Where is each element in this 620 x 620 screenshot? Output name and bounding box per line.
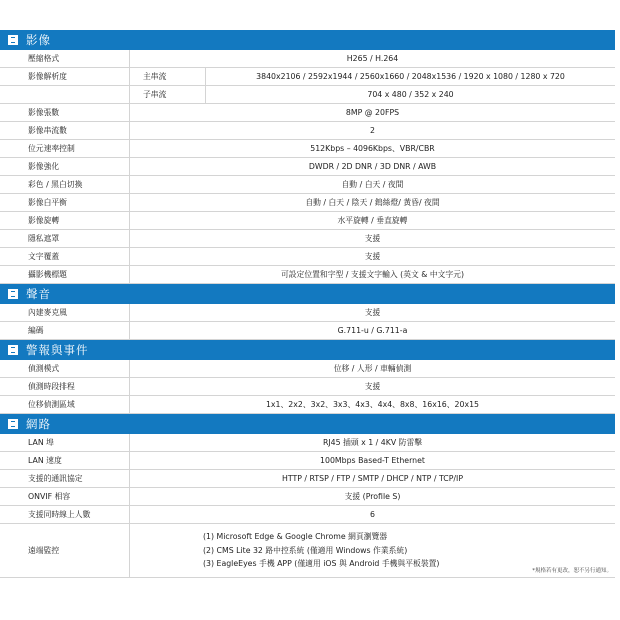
spec-row-motion-area bbox=[0, 396, 615, 414]
spec-row-lan-port bbox=[0, 434, 615, 452]
spec-label: LAN 埠 bbox=[28, 438, 54, 447]
spec-label: 影像旋轉 bbox=[28, 216, 60, 225]
spec-label: 編碼 bbox=[28, 326, 44, 335]
section-title-alarm: 警報與事件 bbox=[26, 343, 89, 357]
section-marker-icon bbox=[8, 289, 18, 299]
spec-label: 內建麥克風 bbox=[28, 308, 67, 317]
spec-value: 704 x 480 / 352 x 240 bbox=[367, 90, 454, 99]
spec-row-enhancement bbox=[0, 158, 615, 176]
spec-label: 隱私遮罩 bbox=[28, 234, 60, 243]
section-title-video: 影像 bbox=[26, 33, 51, 47]
spec-row-audio-codec bbox=[0, 322, 615, 340]
spec-label: 影像串流數 bbox=[28, 126, 67, 135]
spec-label: 影像強化 bbox=[28, 162, 60, 171]
spec-value: 水平旋轉 / 垂直旋轉 bbox=[129, 212, 615, 229]
spec-label: 攝影機標題 bbox=[28, 270, 67, 279]
spec-label: 遠端監控 bbox=[28, 546, 60, 555]
spec-value: 8MP @ 20FPS bbox=[129, 104, 615, 121]
spec-value: 支援 (Profile S) bbox=[129, 488, 615, 505]
spec-row-bitrate bbox=[0, 140, 615, 158]
spec-row-rotation bbox=[0, 212, 615, 230]
spec-label: 文字覆蓋 bbox=[28, 252, 60, 261]
spec-row-onvif bbox=[0, 488, 615, 506]
section-header-alarm bbox=[0, 340, 615, 360]
spec-label: 支援同時線上人數 bbox=[28, 510, 91, 519]
spec-value: 100Mbps Based-T Ethernet bbox=[129, 452, 615, 469]
remote-line: (3) EagleEyes 手機 APP (僅適用 iOS 與 Android 手機與平板裝置) bbox=[203, 559, 440, 569]
spec-row-detection-mode bbox=[0, 360, 615, 378]
section-title-network: 網路 bbox=[26, 417, 51, 431]
spec-row-lan-speed bbox=[0, 452, 615, 470]
spec-row-resolution-sub bbox=[0, 86, 615, 104]
section-header-video bbox=[0, 30, 615, 50]
spec-label: 支援的通訊協定 bbox=[28, 474, 83, 483]
spec-label: 彩色 / 黑白切換 bbox=[28, 180, 83, 189]
section-header-network bbox=[0, 414, 615, 434]
spec-row-privacy-mask bbox=[0, 230, 615, 248]
spec-value: 支援 bbox=[129, 248, 615, 265]
spec-row-camera-title bbox=[0, 266, 615, 284]
section-marker-icon bbox=[8, 419, 18, 429]
spec-value: 自動 / 白天 / 陰天 / 鎢絲燈/ 黃昏/ 夜間 bbox=[129, 194, 615, 211]
spec-label bbox=[0, 86, 129, 103]
section-title-audio: 聲音 bbox=[26, 287, 51, 301]
spec-row-white-balance bbox=[0, 194, 615, 212]
spec-sheet bbox=[0, 30, 615, 578]
spec-row-protocols bbox=[0, 470, 615, 488]
spec-value: 支援 bbox=[129, 378, 615, 395]
section-header-audio bbox=[0, 284, 615, 304]
spec-sublabel: 主串流 bbox=[129, 68, 206, 85]
spec-value: 位移 / 人形 / 車輛偵測 bbox=[129, 360, 615, 377]
spec-label: 偵測模式 bbox=[28, 364, 60, 373]
spec-label: 壓縮格式 bbox=[28, 54, 60, 63]
spec-row-resolution-main bbox=[0, 68, 615, 86]
spec-label: 影像張數 bbox=[28, 108, 60, 117]
spec-value: 6 bbox=[129, 506, 615, 523]
section-marker-icon bbox=[8, 35, 18, 45]
spec-sublabel: 子串流 bbox=[129, 86, 206, 103]
spec-label: 偵測時段排程 bbox=[28, 382, 75, 391]
spec-label: 影像解析度 bbox=[28, 72, 67, 81]
spec-row-text-overlay bbox=[0, 248, 615, 266]
spec-row-streams bbox=[0, 122, 615, 140]
spec-value: 2 bbox=[129, 122, 615, 139]
spec-label: LAN 速度 bbox=[28, 456, 62, 465]
spec-value: 1x1、2x2、3x2、3x3、4x3、4x4、8x8、16x16、20x15 bbox=[129, 396, 615, 413]
spec-value: 自動 / 白天 / 夜間 bbox=[129, 176, 615, 193]
spec-row-concurrent-users bbox=[0, 506, 615, 524]
spec-value: HTTP / RTSP / FTP / SMTP / DHCP / NTP / TCP/IP bbox=[129, 470, 615, 487]
spec-row-day-night bbox=[0, 176, 615, 194]
spec-value: DWDR / 2D DNR / 3D DNR / AWB bbox=[129, 158, 615, 175]
spec-label: 影像白平衡 bbox=[28, 198, 67, 207]
footnote: *規格若有更改，恕不另行通知。 bbox=[532, 568, 612, 574]
spec-row-compression bbox=[0, 50, 615, 68]
spec-row-microphone bbox=[0, 304, 615, 322]
spec-row-frame-rate bbox=[0, 104, 615, 122]
spec-value: 3840x2106 / 2592x1944 / 2560x1660 / 2048x1536 / 1920 x 1080 / 1280 x 720 bbox=[256, 72, 565, 81]
spec-value: 可設定位置和字型 / 支援文字輸入 (英文 & 中文字元) bbox=[129, 266, 615, 283]
spec-value: G.711-u / G.711-a bbox=[129, 322, 615, 339]
spec-label: ONVIF 相容 bbox=[28, 492, 71, 501]
spec-value: 支援 bbox=[129, 230, 615, 247]
spec-label: 位元速率控制 bbox=[28, 144, 75, 153]
spec-value: 512Kbps – 4096Kbps、VBR/CBR bbox=[129, 140, 615, 157]
spec-value: H265 / H.264 bbox=[129, 50, 615, 67]
spec-value: 支援 bbox=[129, 304, 615, 321]
spec-value: RJ45 插頭 x 1 / 4KV 防雷擊 bbox=[129, 434, 615, 451]
section-marker-icon bbox=[8, 345, 18, 355]
spec-label: 位移偵測區域 bbox=[28, 400, 75, 409]
remote-line: (1) Microsoft Edge & Google Chrome 網頁瀏覽器 bbox=[203, 532, 388, 542]
remote-line: (2) CMS Lite 32 路中控系統 (僅適用 Windows 作業系統) bbox=[203, 545, 408, 555]
spec-row-detection-schedule bbox=[0, 378, 615, 396]
